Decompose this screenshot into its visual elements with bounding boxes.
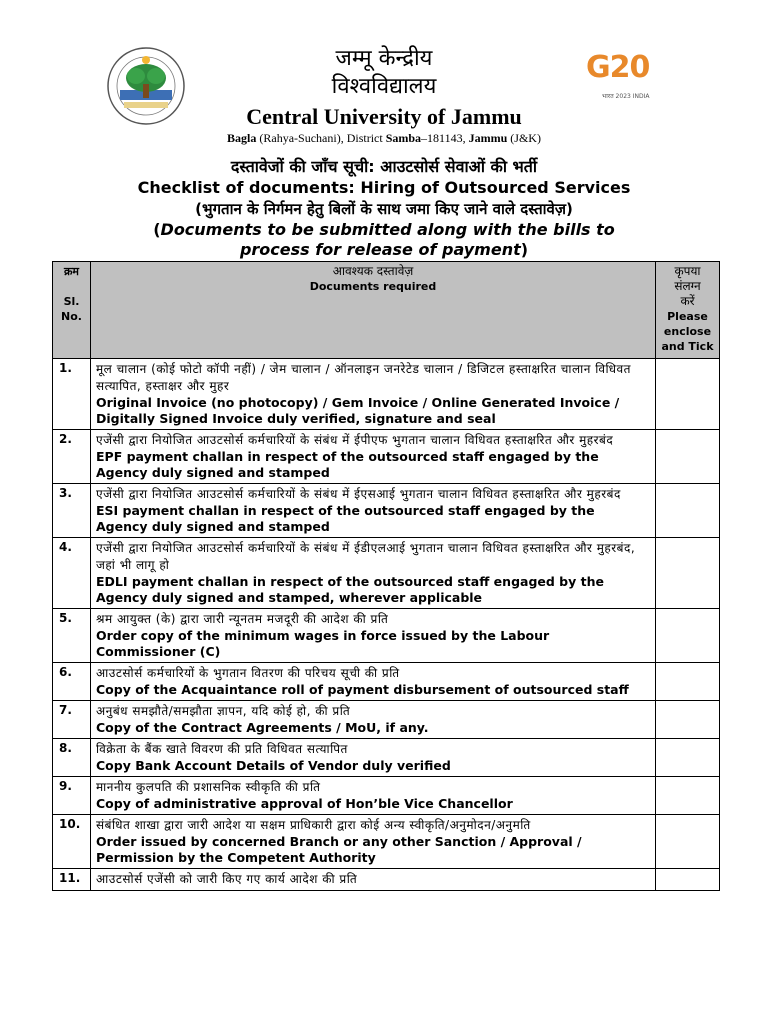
table-row	[53, 777, 720, 815]
checklist-note-hindi: (भुगतान के निर्गमन हेतु बिलों के साथ जमा किए जाने वाले दस्तावेज़)	[195, 200, 573, 218]
g20-logo-caption: भारत 2023 INDIA	[602, 93, 650, 100]
document-description: एजेंसी द्वारा नियोजित आउटसोर्स कर्मचारियों के संबंध में ईपीएफ भुगतान चालान विधिवत हस्ताक्षरित और मुहरबंद EPF payment challan in respect of the outsourced staff engaged by the Agency duly signed and stamped	[91, 430, 656, 484]
table-row	[53, 663, 720, 701]
row-number: 6.	[53, 663, 91, 701]
document-description: विक्रेता के बैंक खाते विवरण की प्रति विधिवत सत्यापित Copy Bank Account Details of Vendor duly verified	[91, 739, 656, 777]
table-row	[53, 430, 720, 484]
tick-box[interactable]	[656, 609, 720, 663]
documents-checklist-table	[52, 261, 720, 891]
document-description: आउटसोर्स एजेंसी को जारी किए गए कार्य आदेश की प्रति	[91, 869, 656, 891]
table-row	[53, 739, 720, 777]
checklist-heading-hindi: दस्तावेजों की जाँच सूची: आउटसोर्स सेवाओं की भर्ती	[230, 157, 538, 176]
row-number: 8.	[53, 739, 91, 777]
tick-box[interactable]	[656, 701, 720, 739]
tick-box[interactable]	[656, 739, 720, 777]
tick-box[interactable]	[656, 663, 720, 701]
document-description: मूल चालान (कोई फोटो कॉपी नहीं) / जेम चालान / ऑनलाइन जनरेटेड चालान / डिजिटल हस्ताक्षरित चालान विधिवत सत्यापित, हस्ताक्षर और मुहर Original Invoice (no photocopy) / Gem Invoice / Online Generated Invoice / Digitally Signed Invoice duly verified, signature and seal	[91, 359, 656, 430]
table-row	[53, 815, 720, 869]
row-number: 9.	[53, 777, 91, 815]
tick-box[interactable]	[656, 869, 720, 891]
row-number: 3.	[53, 484, 91, 538]
column-header-sl-no: क्रम Sl. No.	[53, 262, 91, 359]
table-row	[53, 609, 720, 663]
document-description: एजेंसी द्वारा नियोजित आउटसोर्स कर्मचारियों के संबंध में ईडीएलआई भुगतान चालान विधिवत हस्ताक्षरित और मुहरबंद, जहां भी लागू हो EDLI payment challan in respect of the outsourced staff engaged by the Agency duly signed and stamped, wherever applicable	[91, 538, 656, 609]
row-number: 4.	[53, 538, 91, 609]
column-header-enclose-tick: कृपया संलग्न करें Please enclose and Tick	[656, 262, 720, 359]
tick-box[interactable]	[656, 815, 720, 869]
row-number: 1.	[53, 359, 91, 430]
university-name-hindi-line2: विश्वविद्यालय	[331, 74, 437, 99]
g20-logo: G20	[586, 50, 650, 85]
tick-box[interactable]	[656, 484, 720, 538]
table-header-row	[53, 262, 720, 359]
university-name-english: Central University of Jammu	[246, 104, 522, 129]
tick-box[interactable]	[656, 430, 720, 484]
table-row	[53, 538, 720, 609]
checklist-note-english-line1: (Documents to be submitted along with the bills to	[153, 220, 615, 239]
row-number: 2.	[53, 430, 91, 484]
checklist-heading-english: Checklist of documents: Hiring of Outsourced Services	[137, 178, 631, 197]
column-header-documents: आवश्यक दस्तावेज़ Documents required	[91, 262, 656, 359]
document-description: श्रम आयुक्त (के) द्वारा जारी न्यूनतम मजदूरी की आदेश की प्रति Order copy of the minimum wages in force issued by the Labour Commissioner (C)	[91, 609, 656, 663]
row-number: 5.	[53, 609, 91, 663]
row-number: 10.	[53, 815, 91, 869]
tick-box[interactable]	[656, 777, 720, 815]
document-description: अनुबंध समझौते/समझौता ज्ञापन, यदि कोई हो, की प्रति Copy of the Contract Agreements / MoU, if any.	[91, 701, 656, 739]
table-row	[53, 869, 720, 891]
checklist-note-english-line2: process for release of payment)	[239, 240, 529, 259]
table-row	[53, 359, 720, 430]
document-description: एजेंसी द्वारा नियोजित आउटसोर्स कर्मचारियों के संबंध में ईएसआई भुगतान चालान विधिवत हस्ताक्षरित और मुहरबंद ESI payment challan in respect of the outsourced staff engaged by the Agency duly signed and stamped	[91, 484, 656, 538]
row-number: 7.	[53, 701, 91, 739]
university-name-hindi-line1: जम्मू केन्द्रीय	[335, 46, 433, 71]
table-row	[53, 484, 720, 538]
university-address: Bagla (Rahya-Suchani), District Samba–181143, Jammu (J&K)	[227, 131, 541, 145]
tick-box[interactable]	[656, 359, 720, 430]
tick-box[interactable]	[656, 538, 720, 609]
table-row	[53, 701, 720, 739]
document-description: आउटसोर्स कर्मचारियों के भुगतान वितरण की परिचय सूची की प्रति Copy of the Acquaintance roll of payment disbursement of outsourced staff	[91, 663, 656, 701]
row-number: 11.	[53, 869, 91, 891]
document-description: माननीय कुलपति की प्रशासनिक स्वीकृति की प्रति Copy of administrative approval of Hon’ble Vice Chancellor	[91, 777, 656, 815]
document-description: संबंधित शाखा द्वारा जारी आदेश या सक्षम प्राधिकारी द्वारा कोई अन्य स्वीकृति/अनुमोदन/अनुमति Order issued by concerned Branch or any other Sanction / Approval / Permission by the Competent Authority	[91, 815, 656, 869]
